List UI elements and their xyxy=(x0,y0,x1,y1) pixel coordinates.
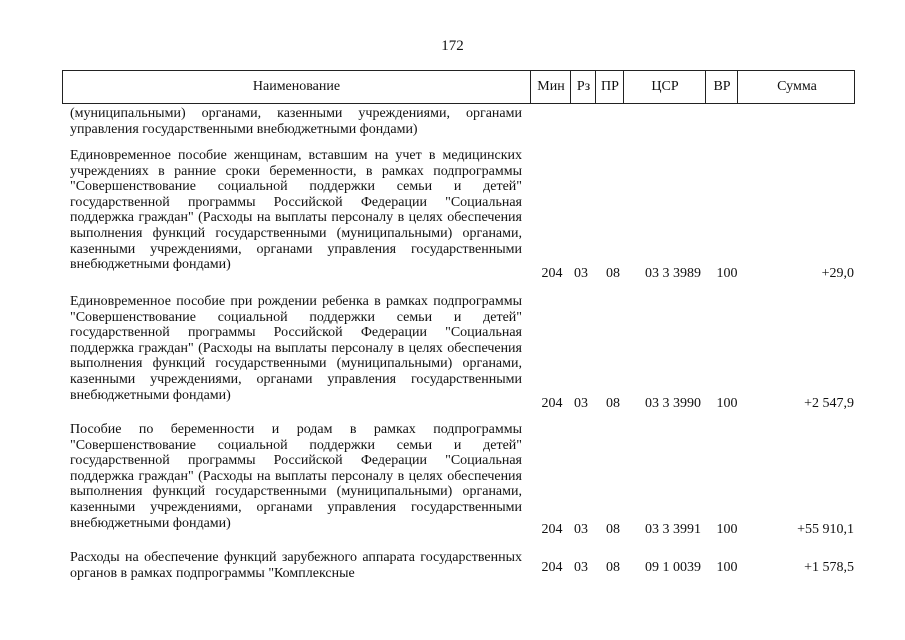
row-sum-value: +2 547,9 xyxy=(804,396,854,411)
row-csr-value: 03 3 3990 xyxy=(645,396,701,411)
row-min-value: 204 xyxy=(541,396,563,411)
column-header-csr: ЦСР xyxy=(623,71,706,103)
row-csr-value: 03 3 3989 xyxy=(645,266,701,281)
row-vr-value: 100 xyxy=(716,266,738,281)
row-pr-value: 08 xyxy=(606,396,620,411)
row-csr-value: 03 3 3991 xyxy=(645,522,701,537)
row-pr-value: 08 xyxy=(606,266,620,281)
table-row-text: Пособие по беременности и родам в рамках подпрограммы "Совершенствование социальной поддержки семьи и детей" государственной программы Российской Федерации "Социальная поддержка граждан" (Расходы на выплаты персоналу в целях обеспечения выполнения функций государственными (муниципальными) органами, казенными учреждениями, органами управления государственными внебюджетными фондами) xyxy=(70,422,522,531)
row-rz-value: 03 xyxy=(574,266,588,281)
row-sum-value: +55 910,1 xyxy=(797,522,854,537)
column-header-sum: Сумма xyxy=(737,71,856,103)
column-header-name: Наименование xyxy=(252,79,341,94)
table-header xyxy=(62,70,855,104)
row-rz-value: 03 xyxy=(574,396,588,411)
row-sum-value: +29,0 xyxy=(821,266,854,281)
row-min-value: 204 xyxy=(541,266,563,281)
column-header-pr: ПР xyxy=(595,71,624,103)
row-sum-value: +1 578,5 xyxy=(804,560,854,575)
table-row-text: Единовременное пособие женщинам, вставшим на учет в медицинских учреждениях в ранние сроки беременности, в рамках подпрограммы "Совершенствование социальной поддержки семьи и детей" государственной программы Российской Федерации "Социальная поддержка граждан" (Расходы на выплаты персоналу в целях обеспечения выполнения функций государственными (муниципальными) органами, казенными учреждениями, органами управления государственными внебюджетными фондами) xyxy=(70,148,522,273)
column-header-vr: ВР xyxy=(705,71,738,103)
row-min-value: 204 xyxy=(541,560,563,575)
page-number: 172 xyxy=(441,38,464,54)
row-rz-value: 03 xyxy=(574,560,588,575)
row-vr-value: 100 xyxy=(716,560,738,575)
row-csr-value: 09 1 0039 xyxy=(645,560,701,575)
row-pr-value: 08 xyxy=(606,522,620,537)
row-min-value: 204 xyxy=(541,522,563,537)
table-row-text: Единовременное пособие при рождении ребенка в рамках подпрограммы "Совершенствование социальной поддержки семьи и детей" государственной программы Российской Федерации "Социальная поддержка граждан" (Расходы на выплаты персоналу в целях обеспечения выполнения функций государственными (муниципальными) органами, казенными учреждениями, органами управления государственными внебюджетными фондами) xyxy=(70,294,522,403)
column-header-min: Мин xyxy=(530,71,571,103)
row-vr-value: 100 xyxy=(716,396,738,411)
row-pr-value: 08 xyxy=(606,560,620,575)
table-row-text: (муниципальными) органами, казенными учреждениями, органами управления государственными внебюджетными фондами) xyxy=(70,106,522,137)
row-rz-value: 03 xyxy=(574,522,588,537)
row-vr-value: 100 xyxy=(716,522,738,537)
column-header-rz: Рз xyxy=(570,71,596,103)
table-row-text: Расходы на обеспечение функций зарубежного аппарата государственных органов в рамках подпрограммы "Комплексные xyxy=(70,550,522,581)
